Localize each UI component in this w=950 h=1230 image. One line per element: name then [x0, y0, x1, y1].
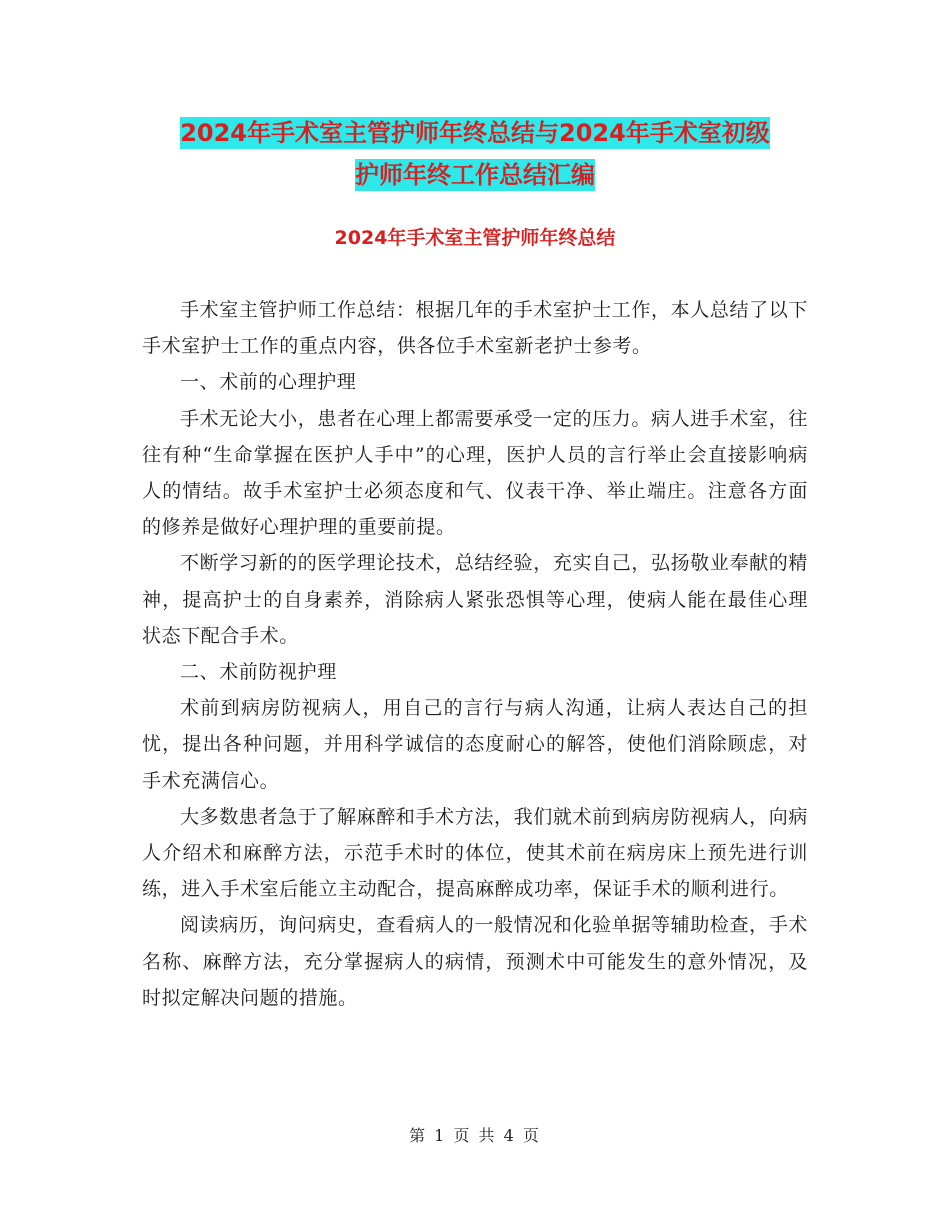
paragraph-medical-history: 阅读病历，询问病史，查看病人的一般情况和化验单据等辅助检查，手术名称、麻醉方法，充分掌握病人的病情，预测术中可能发生的意外情况，及时拟定解决问题的措施。 [142, 914, 808, 1009]
paragraph-psychological-pressure: 手术无论大小，患者在心理上都需要承受一定的压力。病人进手术室，往往有种“生命掌握在医护人手中”的心理，医护人员的言行举止会直接影响病人的情结。故手术室护士必须态度和气、仪表干净、举止端庄。注意各方面的修养是做好心理护理的重要前提。 [142, 407, 808, 539]
document-title-line-1: 2024年手术室主管护师年终总结与2024年手术室初级 [180, 119, 770, 147]
paragraph-ward-visit: 术前到病房防视病人，用自己的言行与病人沟通，让病人表达自己的担忧，提出各种问题，并用科学诚信的态度耐心的解答，使他们消除顾虑，对手术充满信心。 [142, 697, 808, 792]
heading-preop-psychological-care: 一、术前的心理护理 [180, 371, 357, 394]
document-title [0, 112, 950, 196]
section-title: 2024年手术室主管护师年终总结 [334, 227, 616, 249]
paragraph-continuous-learning: 不断学习新的的医学理论技术，总结经验，充实自己，弘扬敬业奉献的精神，提高护士的自身素养，消除病人紧张恐惧等心理，使病人能在最佳心理状态下配合手术。 [142, 552, 808, 647]
page-footer: 第 1 页 共 4 页 [409, 1126, 541, 1145]
paragraph-anesthesia-explanation: 大多数患者急于了解麻醉和手术方法，我们就术前到病房防视病人，向病人介绍术和麻醉方法，示范手术时的体位，使其术前在病房床上预先进行训练，进入手术室后能立主动配合，提高麻醉成功率，保证手术的顺利进行。 [142, 805, 808, 901]
heading-preop-visit-care: 二、术前防视护理 [180, 661, 337, 684]
document-title-line-2: 护师年终工作总结汇编 [355, 161, 595, 189]
paragraph-intro: 手术室主管护师工作总结：根据几年的手术室护士工作，本人总结了以下手术室护士工作的重点内容，供各位手术室新老护士参考。 [142, 299, 808, 358]
document-body [142, 292, 808, 1016]
